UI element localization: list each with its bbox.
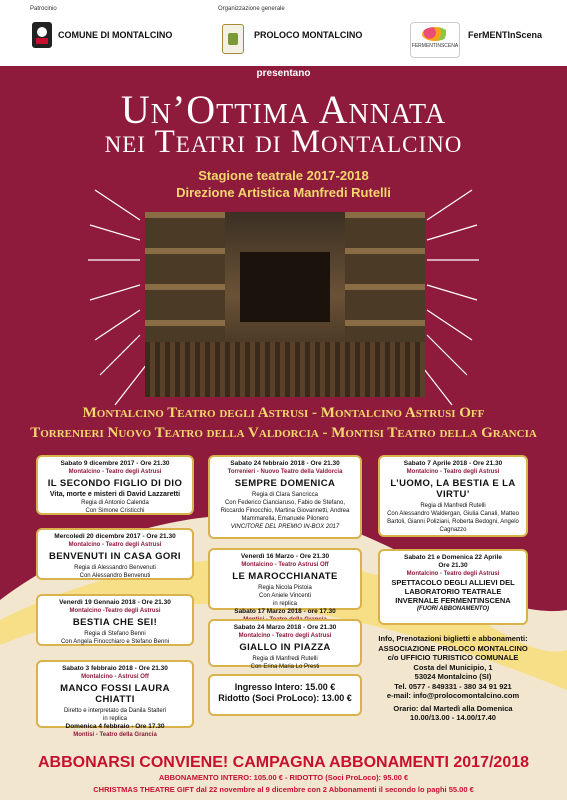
price-full: Ingresso Intero: 15.00 € [234, 682, 336, 692]
info-address: Costa del Municipio, 1 [413, 662, 493, 672]
show-note: (FUORI ABBONAMENTO) [417, 606, 489, 612]
show-director: Diretto e interpretato da Danila Stalteri [63, 708, 167, 714]
show-place: Torrenieri - Nuovo Teatro della Valdorcia [227, 469, 343, 475]
show-date: Sabato 24 Marzo 2018 - Ore 21.30 [233, 624, 337, 631]
show-card[interactable] [208, 548, 362, 615]
artistic-direction: Direzione Artistica Manfredi Rutelli [176, 185, 391, 200]
show-replica-date: Sabato 17 Marzo 2018 - ore 17.30 [234, 608, 336, 615]
theatre-photo [145, 212, 425, 397]
info-city: 53024 Montalcino (SI) [414, 672, 492, 681]
main-title: Un’Ottima Annata [120, 87, 447, 132]
show-place: Montalcino - Teatro Astrusi Off [241, 562, 329, 568]
show-date: Sabato 24 febbraio 2018 - Ore 21.30 [230, 460, 340, 467]
show-card[interactable] [36, 660, 194, 738]
show-card[interactable] [378, 549, 528, 625]
show-cast: Con Aniele Vincenti [259, 593, 311, 599]
price-reduced: Ridotto (Soci ProLoco): 13.00 € [218, 693, 352, 703]
ferment-logo [410, 22, 460, 58]
show-replica: in replica [102, 716, 127, 722]
show-cast: Con Federico Cianciaruso, Fabio de Stefano, Riccardo Finocchio, Martina Giovannetti, Andrea Mammarella, Emanuele Pilonero [220, 500, 350, 522]
show-cast: Con Simone Cristicchi [85, 508, 145, 514]
show-place: Montalcino - Astrusi Off [81, 674, 149, 680]
proloco-name: PROLOCO MONTALCINO [254, 30, 363, 40]
show-director: Regia di Clara Sancricca [251, 492, 319, 498]
ferment-logo-text: FERMENTINSCENA [411, 43, 459, 49]
ferment-block [468, 30, 542, 41]
info-hours: 10.00/13.00 - 14.00/17.40 [410, 713, 496, 722]
show-card[interactable] [36, 528, 194, 580]
org-label: Organizzazione generale [218, 6, 285, 12]
show-title: MANCO FOSSI LAURA CHIATTI [60, 683, 170, 705]
show-title: GIALLO IN PIAZZA [239, 642, 331, 653]
show-director: Regia di Manfredi Rutelli [420, 503, 486, 509]
presentano: presentano [256, 68, 311, 79]
show-date: Sabato 3 febbraio 2018 - Ore 21.30 [62, 665, 168, 672]
info-phone[interactable]: Tel. 0577 - 849331 - 380 34 91 921 [394, 681, 512, 691]
venues-line-1: Montalcino Teatro degli Astrusi - Montalcino Astrusi Off [82, 405, 485, 421]
price-box [208, 674, 362, 716]
show-place: Montalcino - Teatro degli Astrusi [238, 633, 332, 639]
info-association: ASSOCIAZIONE PROLOCO MONTALCINO [378, 643, 528, 653]
proloco-crest-icon [222, 24, 244, 54]
show-title: SPETTACOLO DEGLI ALLIEVI DEL LABORATORIO TEATRALE INVERNALE FERMENTINSCENA [391, 578, 515, 605]
show-place: Montalcino - Teatro degli Astrusi [68, 542, 162, 548]
proloco-block [254, 30, 362, 41]
info-office: c/o UFFICIO TURISTICO COMUNALE [387, 653, 519, 662]
show-subtitle: Vita, morte e misteri di David Lazzaretti [49, 491, 181, 498]
show-place: Montalcino - Teatro degli Astrusi [68, 469, 162, 475]
show-date: Sabato 9 dicembre 2017 - Ore 21.30 [60, 460, 170, 467]
show-date: Sabato 7 Aprile 2018 - Ore 21.30 [403, 460, 503, 467]
ferment-logo-icon [422, 27, 448, 41]
show-director: Regia di Manfredi Rutelli [252, 656, 318, 662]
show-title: BENVENUTI IN CASA GORI [49, 551, 181, 562]
show-title: BESTIA CHE SEI! [72, 617, 158, 628]
show-date: Sabato 21 e Domenica 22 Aprile [403, 554, 503, 561]
venues-line-2: Torrenieri Nuovo Teatro della Valdorcia - Montisi Teatro della Grancia [30, 425, 537, 441]
show-date: Mercoledì 20 dicembre 2017 - Ore 21.30 [54, 533, 176, 540]
show-director: Regia di Antonio Calenda [81, 500, 149, 506]
org-block [218, 6, 285, 13]
info-email[interactable]: e-mail: info@prolocomontalcino.com [386, 691, 520, 700]
show-title: SEMPRE DOMENICA [234, 478, 336, 489]
show-card[interactable] [36, 455, 194, 515]
show-cast: Con Erina Maria Lo Presti [250, 664, 320, 670]
show-title: IL SECONDO FIGLIO DI DIO [47, 478, 183, 489]
subscription-prices: ABBONAMENTO INTERO: 105.00 € - RIDOTTO (Soci ProLoco): 95.00 € [158, 773, 409, 782]
comune-name: COMUNE DI MONTALCINO [58, 30, 173, 40]
show-replica-place: Montisi - Teatro della Grancia [73, 732, 157, 738]
show-director: Regia di Stefano Benni [84, 631, 146, 637]
show-title: LE MAROCCHIANATE [232, 571, 338, 582]
info-heading: Info, Prenotazioni biglietti e abbonamenti: [378, 634, 528, 643]
info-hours-label: Orario: dal Martedì alla Domenica [393, 703, 513, 713]
show-director: Regia di Alessandro Benvenuti [74, 565, 156, 571]
show-title: L’UOMO, LA BESTIA E LA VIRTU’ [390, 478, 516, 500]
show-card[interactable] [36, 594, 194, 646]
ferment-name: FerMENTInScena [468, 30, 543, 40]
show-date: Venerdì 19 Gennaio 2018 - Ore 21.30 [59, 599, 171, 606]
show-card[interactable] [378, 455, 528, 537]
show-cast: Con Angela Finocchiaro e Stefano Benni [60, 639, 170, 645]
christmas-offer: CHRISTMAS THEATRE GIFT dal 22 novembre al 9 dicembre con 2 Abbonamenti il secondo lo paghi 55.00 € [93, 785, 474, 794]
patrocinio-label: Patrocinio [30, 6, 57, 12]
campaign-title: ABBONARSI CONVIENE! CAMPAGNA ABBONAMENTI 2017/2018 [37, 754, 530, 771]
show-cast: Con Alessandro Benvenuti [79, 573, 151, 579]
show-replica-date: Domenica 4 febbraio - Ore 17.30 [65, 723, 165, 730]
show-date: Venerdì 16 Marzo - Ore 21.30 [240, 553, 330, 560]
show-replica: in replica [272, 601, 297, 607]
show-director: Regia Nicola Pistoia [258, 585, 312, 591]
info-block [378, 634, 528, 723]
show-time: Ore 21.30 [438, 562, 468, 569]
show-card[interactable] [208, 619, 362, 670]
comune-crest-icon [32, 22, 52, 48]
patrocinio-block [30, 6, 57, 13]
show-card[interactable] [208, 455, 362, 539]
show-place: Montalcino - Teatro degli Astrusi [406, 571, 500, 577]
show-award: VINCITORE DEL PREMIO IN-BOX 2017 [230, 524, 340, 530]
main-subtitle: nei Teatri di Montalcino [104, 124, 463, 160]
comune-block [58, 30, 172, 41]
show-cast: Con Alessandro Waldergan, Giulia Canali, Matteo Bartoli, Gianni Poliziani, Roberta Bedogni, Angelo Cagnazzo [387, 511, 519, 533]
show-place: Montalcino - Teatro degli Astrusi [406, 469, 500, 475]
season: Stagione teatrale 2017-2018 [198, 168, 369, 183]
show-place: Montalcino -Teatro degli Astrusi [69, 608, 161, 614]
